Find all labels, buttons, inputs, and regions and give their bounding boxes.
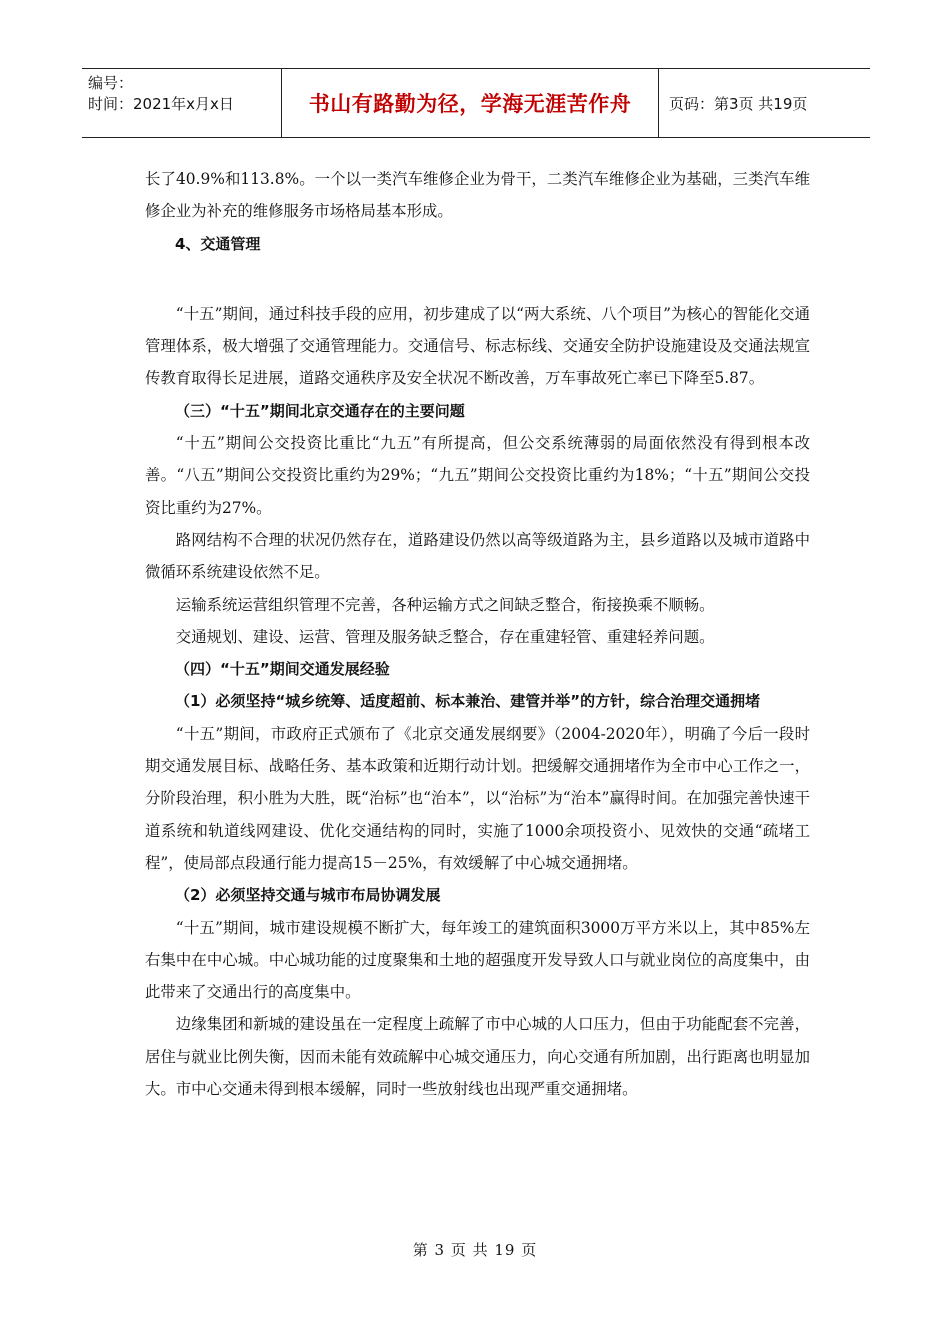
- header-meta: [82, 69, 282, 137]
- paragraph: “十五”期间公交投资比重比“九五”有所提高，但公交系统薄弱的局面依然没有得到根本改善。“八五”期间公交投资比重约为29%；“九五”期间公交投资比重约为18%；“十五”期间公交投资比重约为27%。: [145, 434, 810, 517]
- header-motto: 书山有路勤为径，学海无涯苦作舟: [282, 69, 659, 137]
- header-page-info: 页码：第3页 共19页: [669, 94, 808, 113]
- paragraph: （2）必须坚持交通与城市布局协调发展: [175, 886, 441, 905]
- paragraph: 路网结构不合理的状况仍然存在，道路建设仍然以高等级道路为主，县乡道路以及城市道路中微循环系统建设依然不足。: [145, 530, 810, 582]
- paragraph: （三）“十五”期间北京交通存在的主要问题: [175, 401, 465, 420]
- paragraph: 边缘集团和新城的建设虽在一定程度上疏解了市中心城的人口压力，但由于功能配套不完善，居住与就业比例失衡，因而未能有效疏解中心城交通压力，向心交通有所加剧，出行距离也明显加大。市中心交通未得到根本缓解，同时一些放射线也出现严重交通拥堵。: [145, 1015, 810, 1099]
- document-body: [145, 163, 810, 1105]
- paragraph: 交通规划、建设、运营、管理及服务缺乏整合，存在重建轻管、重建轻养问题。: [175, 627, 715, 646]
- page-header: [82, 68, 870, 138]
- paragraph: “十五”期间，通过科技手段的应用，初步建成了以“两大系统、八个项目”为核心的智能化交通管理体系，极大增强了交通管理能力。交通信号、标志标线、交通安全防护设施建设及交通法规宣传教育取得长足进展，道路交通秩序及安全状况不断改善，万车事故死亡率已下降至5.87。: [145, 304, 810, 388]
- header-time-label: 时间：2021年x月x日: [88, 95, 234, 113]
- paragraph: 4、交通管理: [175, 234, 261, 253]
- paragraph: （四）“十五”期间交通发展经验: [175, 660, 390, 679]
- paragraph: （1）必须坚持“城乡统筹、适度超前、标本兼治、建管并举”的方针，综合治理交通拥堵: [175, 692, 761, 711]
- page-footer: 第 3 页 共 19 页: [412, 1241, 538, 1259]
- paragraph: 长了40.9%和113.8%。一个以一类汽车维修企业为骨干，二类汽车维修企业为基础，三类汽车维修企业为补充的维修服务市场格局基本形成。: [145, 170, 810, 221]
- header-number-label: 编号：: [88, 74, 134, 92]
- paragraph: “十五”期间，城市建设规模不断扩大，每年竣工的建筑面积3000万平方米以上，其中85%左右集中在中心城。中心城功能的过度聚集和土地的超强度开发导致人口与就业岗位的高度集中，由此带来了交通出行的高度集中。: [145, 918, 810, 1002]
- paragraph: “十五”期间，市政府正式颁布了《北京交通发展纲要》（2004-2020年），明确了今后一段时期交通发展目标、战略任务、基本政策和近期行动计划。把缓解交通拥堵作为全市中心工作之一，分阶段治理，积小胜为大胜，既“治标”也“治本”，以“治标”为“治本”赢得时间。在加强完善快速干道系统和轨道线网建设、优化交通结构的同时，实施了1000余项投资小、见效快的交通“疏堵工程”，使局部点段通行能力提高15－25%，有效缓解了中心城交通拥堵。: [145, 724, 810, 872]
- paragraph: 运输系统运营组织管理不完善，各种运输方式之间缺乏整合，衔接换乘不顺畅。: [175, 595, 715, 614]
